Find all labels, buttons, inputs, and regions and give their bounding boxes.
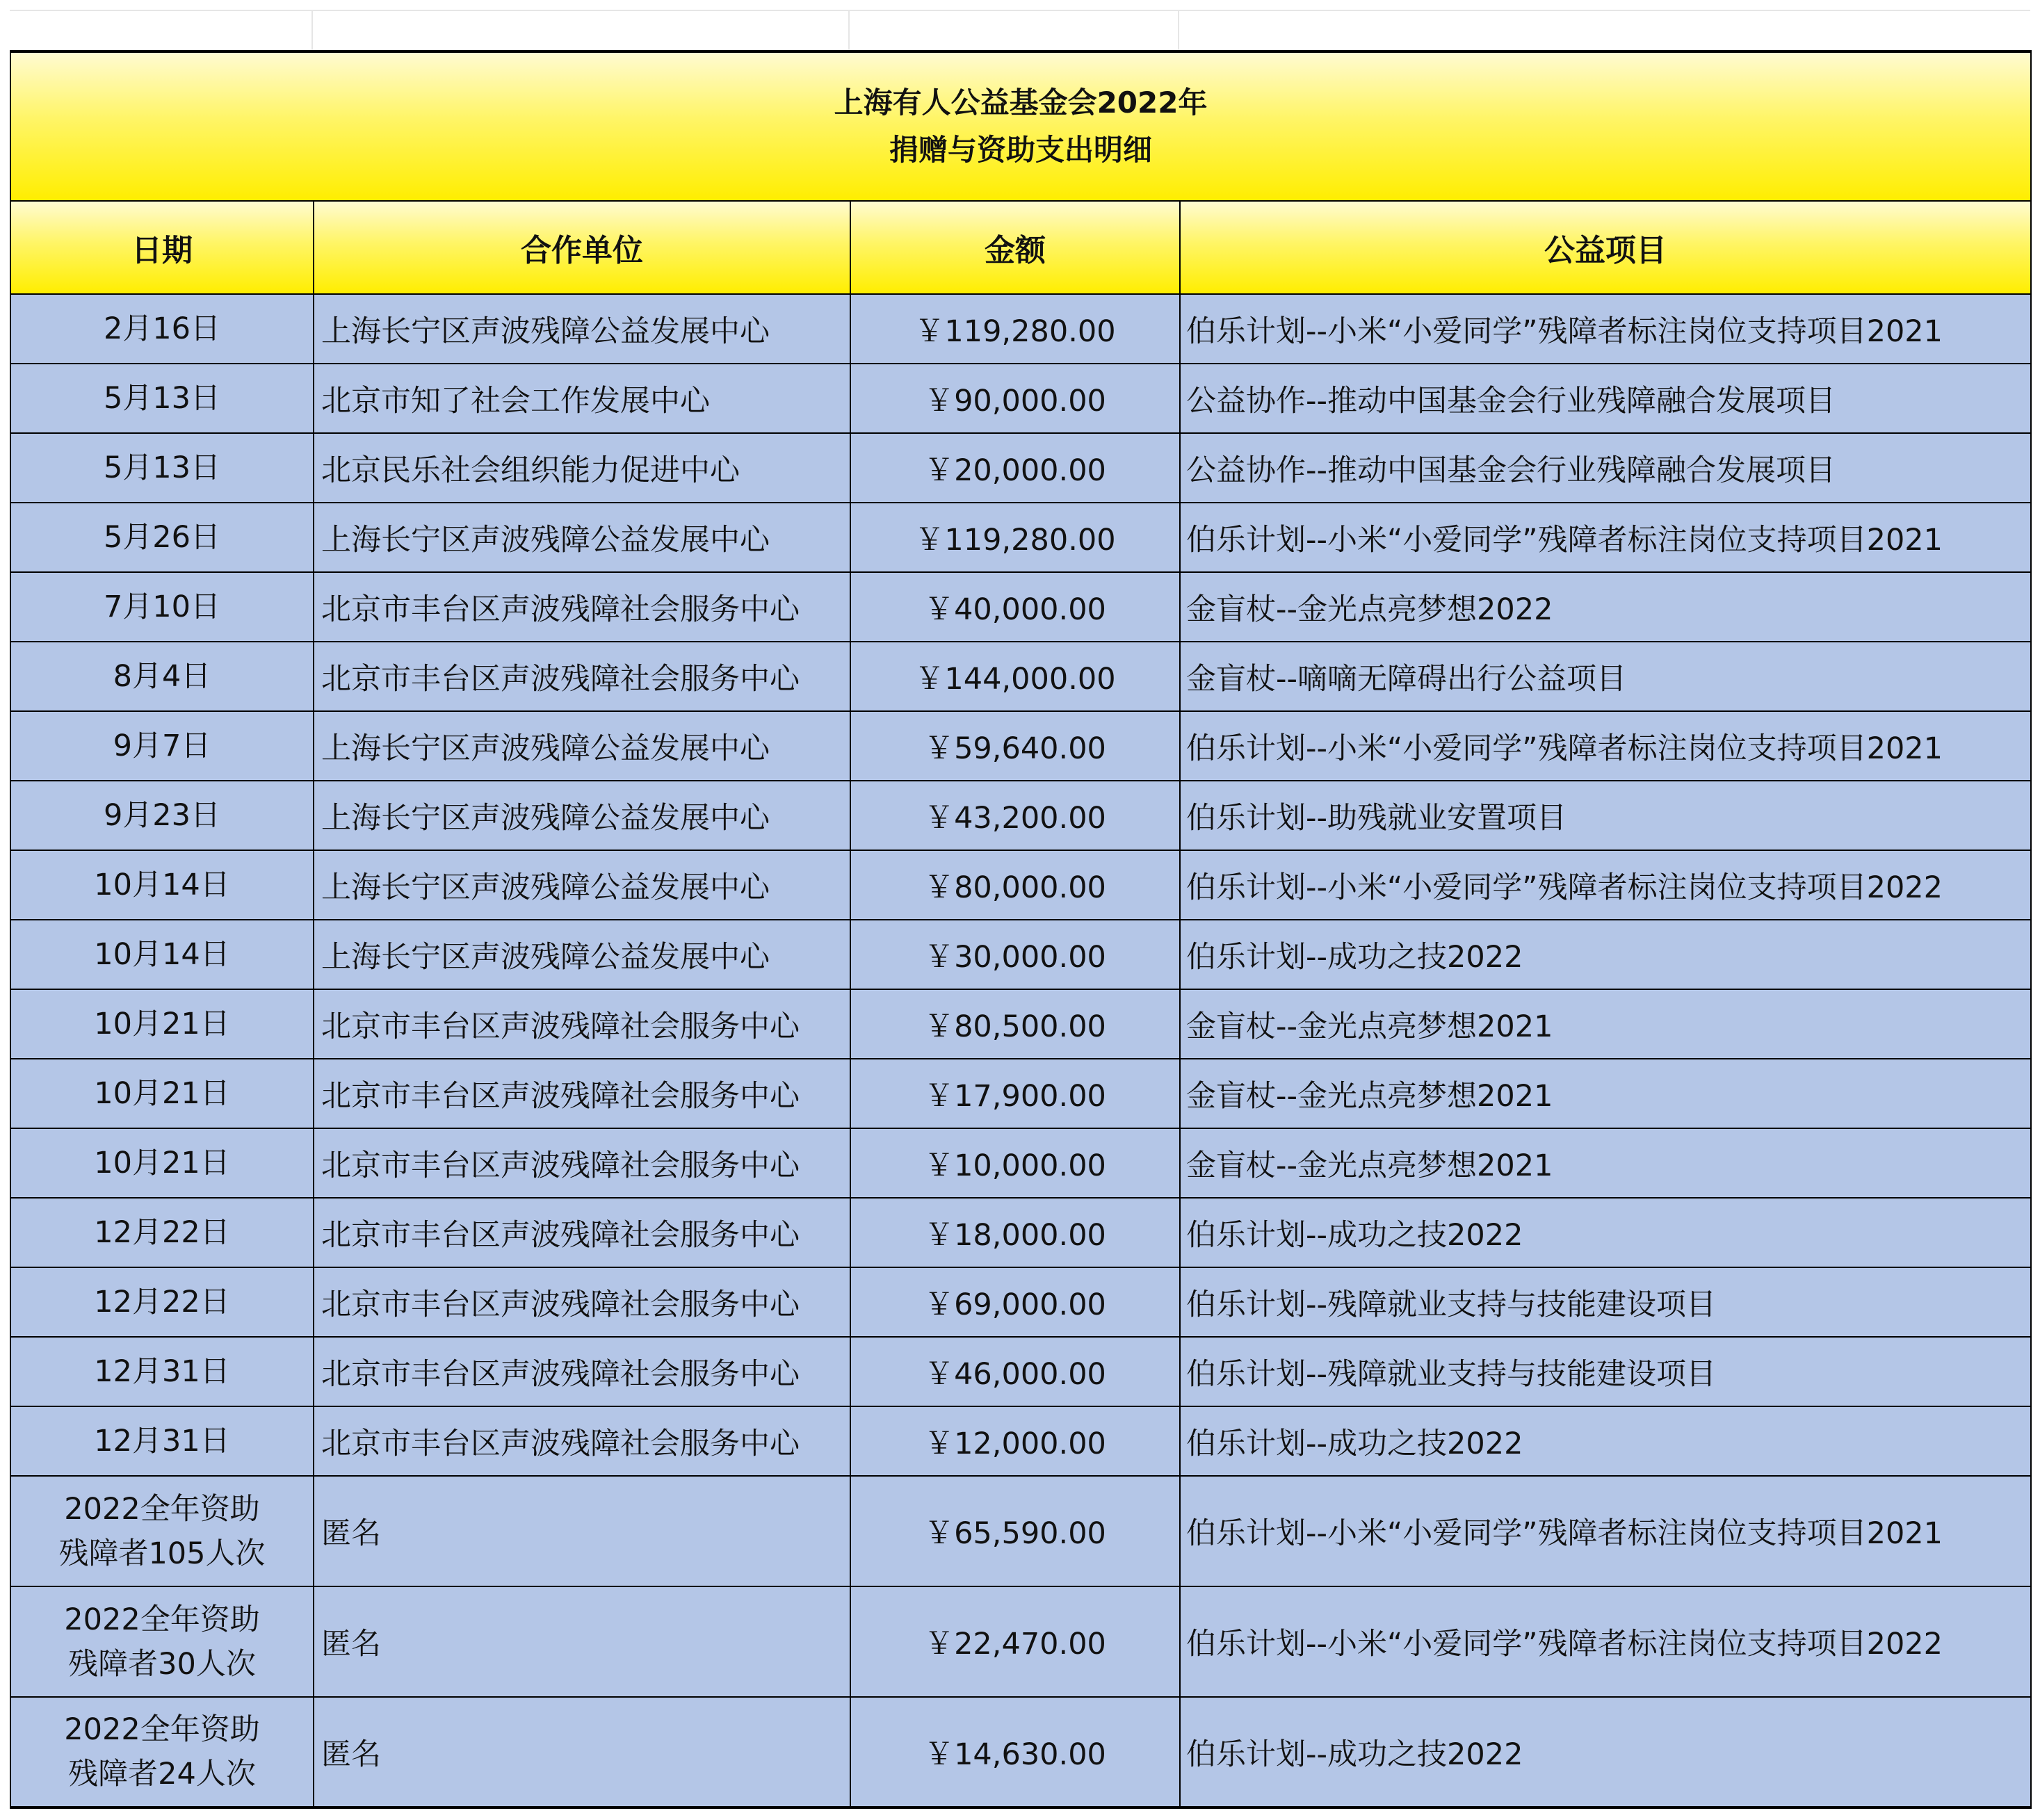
amount-cell[interactable]: ￥12,000.00	[850, 1406, 1180, 1476]
date-line: 2022全年资助	[64, 1712, 260, 1747]
table-row	[10, 1697, 2031, 1807]
table-row	[10, 1586, 2031, 1697]
project-cell[interactable]: 伯乐计划--成功之技2022	[1180, 1406, 2031, 1476]
date-cell[interactable]	[10, 1586, 314, 1697]
column-header-project[interactable]: 公益项目	[1180, 201, 2031, 294]
project-cell[interactable]: 伯乐计划--小米“小爱同学”残障者标注岗位支持项目2022	[1180, 1586, 2031, 1697]
amount-cell[interactable]: ￥69,000.00	[850, 1267, 1180, 1337]
date-cell[interactable]	[10, 433, 314, 503]
table-row	[10, 781, 2031, 850]
date-cell[interactable]	[10, 364, 314, 433]
partner-cell[interactable]: 北京市丰台区声波残障社会服务中心	[314, 572, 850, 642]
amount-cell[interactable]: ￥43,200.00	[850, 781, 1180, 850]
amount-cell[interactable]: ￥20,000.00	[850, 433, 1180, 503]
table-row	[10, 503, 2031, 572]
project-cell[interactable]: 伯乐计划--小米“小爱同学”残障者标注岗位支持项目2021	[1180, 294, 2031, 364]
partner-cell[interactable]: 上海长宁区声波残障公益发展中心	[314, 503, 850, 572]
date-cell[interactable]	[10, 1476, 314, 1586]
table-row	[10, 920, 2031, 989]
amount-cell[interactable]: ￥17,900.00	[850, 1059, 1180, 1128]
date-line: 10月14日	[94, 868, 230, 902]
amount-cell[interactable]: ￥10,000.00	[850, 1128, 1180, 1198]
partner-cell[interactable]: 上海长宁区声波残障公益发展中心	[314, 920, 850, 989]
table-row	[10, 1267, 2031, 1337]
partner-cell[interactable]: 上海长宁区声波残障公益发展中心	[314, 850, 850, 920]
date-line: 2022全年资助	[64, 1602, 260, 1637]
table-row	[10, 850, 2031, 920]
project-cell[interactable]: 金盲杖--金光点亮梦想2021	[1180, 989, 2031, 1059]
project-cell[interactable]: 金盲杖--金光点亮梦想2021	[1180, 1128, 2031, 1198]
date-cell[interactable]	[10, 572, 314, 642]
date-line: 8月4日	[113, 659, 211, 694]
table-row	[10, 989, 2031, 1059]
date-cell[interactable]	[10, 850, 314, 920]
donation-table	[10, 50, 2032, 1809]
project-cell[interactable]: 伯乐计划--成功之技2022	[1180, 1697, 2031, 1807]
partner-cell[interactable]: 匿名	[314, 1586, 850, 1697]
date-cell[interactable]	[10, 1406, 314, 1476]
date-line: 12月31日	[94, 1424, 230, 1459]
table-row	[10, 1198, 2031, 1267]
date-line: 2022全年资助	[64, 1491, 260, 1527]
table-row	[10, 294, 2031, 364]
title-row	[10, 51, 2031, 201]
project-cell[interactable]: 伯乐计划--残障就业支持与技能建设项目	[1180, 1267, 2031, 1337]
date-cell[interactable]	[10, 294, 314, 364]
date-cell[interactable]	[10, 989, 314, 1059]
date-line: 10月21日	[94, 1007, 230, 1041]
partner-cell[interactable]: 上海长宁区声波残障公益发展中心	[314, 711, 850, 781]
partner-cell[interactable]: 北京市丰台区声波残障社会服务中心	[314, 1059, 850, 1128]
project-cell[interactable]: 金盲杖--金光点亮梦想2021	[1180, 1059, 2031, 1128]
table-title[interactable]	[10, 51, 2031, 201]
title-line-1: 上海有人公益基金会2022年	[834, 86, 1208, 120]
empty-cell	[1179, 11, 2030, 50]
date-line: 10月14日	[94, 937, 230, 972]
amount-cell[interactable]: ￥80,000.00	[850, 850, 1180, 920]
project-cell[interactable]: 伯乐计划--小米“小爱同学”残障者标注岗位支持项目2022	[1180, 850, 2031, 920]
amount-cell[interactable]: ￥46,000.00	[850, 1337, 1180, 1406]
date-line: 12月22日	[94, 1285, 230, 1319]
date-cell[interactable]	[10, 781, 314, 850]
partner-cell[interactable]: 北京市丰台区声波残障社会服务中心	[314, 1128, 850, 1198]
spreadsheet-gridline-row	[10, 10, 2030, 50]
date-cell[interactable]	[10, 1198, 314, 1267]
project-cell[interactable]: 伯乐计划--残障就业支持与技能建设项目	[1180, 1337, 2031, 1406]
project-cell[interactable]: 伯乐计划--成功之技2022	[1180, 1198, 2031, 1267]
amount-cell[interactable]: ￥40,000.00	[850, 572, 1180, 642]
project-cell[interactable]: 伯乐计划--小米“小爱同学”残障者标注岗位支持项目2021	[1180, 1476, 2031, 1586]
date-cell[interactable]	[10, 711, 314, 781]
date-line: 2月16日	[103, 311, 221, 346]
partner-cell[interactable]: 北京市丰台区声波残障社会服务中心	[314, 1267, 850, 1337]
empty-cell	[313, 11, 850, 50]
amount-cell[interactable]: ￥80,500.00	[850, 989, 1180, 1059]
project-cell[interactable]: 公益协作--推动中国基金会行业残障融合发展项目	[1180, 364, 2031, 433]
project-cell[interactable]: 金盲杖--嘀嘀无障碍出行公益项目	[1180, 642, 2031, 711]
date-line: 7月10日	[103, 590, 221, 624]
amount-cell[interactable]: ￥22,470.00	[850, 1586, 1180, 1697]
date-cell[interactable]	[10, 1697, 314, 1807]
table-row	[10, 711, 2031, 781]
table-row	[10, 1128, 2031, 1198]
date-cell[interactable]	[10, 1267, 314, 1337]
table-row	[10, 1059, 2031, 1128]
table-row	[10, 572, 2031, 642]
project-cell[interactable]: 伯乐计划--助残就业安置项目	[1180, 781, 2031, 850]
table-row	[10, 1476, 2031, 1586]
date-cell[interactable]	[10, 1059, 314, 1128]
amount-cell[interactable]: ￥30,000.00	[850, 920, 1180, 989]
partner-cell[interactable]: 北京市丰台区声波残障社会服务中心	[314, 989, 850, 1059]
table-row	[10, 364, 2031, 433]
date-cell[interactable]	[10, 503, 314, 572]
partner-cell[interactable]: 北京市丰台区声波残障社会服务中心	[314, 642, 850, 711]
amount-cell[interactable]: ￥90,000.00	[850, 364, 1180, 433]
date-line: 5月13日	[103, 381, 221, 416]
partner-cell[interactable]: 上海长宁区声波残障公益发展中心	[314, 294, 850, 364]
amount-cell[interactable]: ￥18,000.00	[850, 1198, 1180, 1267]
date-cell[interactable]	[10, 642, 314, 711]
date-line: 12月31日	[94, 1354, 230, 1389]
project-cell[interactable]: 伯乐计划--小米“小爱同学”残障者标注岗位支持项目2021	[1180, 503, 2031, 572]
date-cell[interactable]	[10, 1337, 314, 1406]
project-cell[interactable]: 伯乐计划--成功之技2022	[1180, 920, 2031, 989]
title-line-2: 捐赠与资助支出明细	[889, 133, 1153, 167]
table-row	[10, 642, 2031, 711]
project-cell[interactable]: 伯乐计划--小米“小爱同学”残障者标注岗位支持项目2021	[1180, 711, 2031, 781]
partner-cell[interactable]: 北京市丰台区声波残障社会服务中心	[314, 1406, 850, 1476]
partner-cell[interactable]: 北京市丰台区声波残障社会服务中心	[314, 1337, 850, 1406]
amount-cell[interactable]: ￥119,280.00	[850, 294, 1180, 364]
amount-cell[interactable]: ￥14,630.00	[850, 1697, 1180, 1807]
table-row	[10, 1337, 2031, 1406]
project-cell[interactable]: 公益协作--推动中国基金会行业残障融合发展项目	[1180, 433, 2031, 503]
header-row	[10, 201, 2031, 294]
date-cell[interactable]	[10, 1128, 314, 1198]
date-cell[interactable]	[10, 920, 314, 989]
column-header-partner[interactable]: 合作单位	[314, 201, 850, 294]
amount-cell[interactable]: ￥59,640.00	[850, 711, 1180, 781]
date-line: 残障者105人次	[58, 1536, 266, 1571]
date-line: 10月21日	[94, 1076, 230, 1111]
column-header-date[interactable]: 日期	[10, 201, 314, 294]
date-line: 12月22日	[94, 1215, 230, 1250]
partner-cell[interactable]: 匿名	[314, 1697, 850, 1807]
date-line: 残障者24人次	[68, 1757, 256, 1791]
amount-cell[interactable]: ￥144,000.00	[850, 642, 1180, 711]
partner-cell[interactable]: 匿名	[314, 1476, 850, 1586]
column-header-amount[interactable]: 金额	[850, 201, 1180, 294]
date-line: 5月13日	[103, 450, 221, 485]
date-line: 5月26日	[103, 520, 221, 555]
table-row	[10, 1406, 2031, 1476]
table-row	[10, 433, 2031, 503]
date-line: 10月21日	[94, 1146, 230, 1180]
partner-cell[interactable]: 北京民乐社会组织能力促进中心	[314, 433, 850, 503]
partner-cell[interactable]: 北京市知了社会工作发展中心	[314, 364, 850, 433]
amount-cell[interactable]: ￥119,280.00	[850, 503, 1180, 572]
date-line: 9月7日	[113, 729, 211, 763]
project-cell[interactable]: 金盲杖--金光点亮梦想2022	[1180, 572, 2031, 642]
date-line: 9月23日	[103, 798, 221, 833]
partner-cell[interactable]: 上海长宁区声波残障公益发展中心	[314, 781, 850, 850]
partner-cell[interactable]: 北京市丰台区声波残障社会服务中心	[314, 1198, 850, 1267]
empty-cell	[10, 11, 313, 50]
date-line: 残障者30人次	[68, 1646, 256, 1682]
amount-cell[interactable]: ￥65,590.00	[850, 1476, 1180, 1586]
empty-cell	[850, 11, 1179, 50]
